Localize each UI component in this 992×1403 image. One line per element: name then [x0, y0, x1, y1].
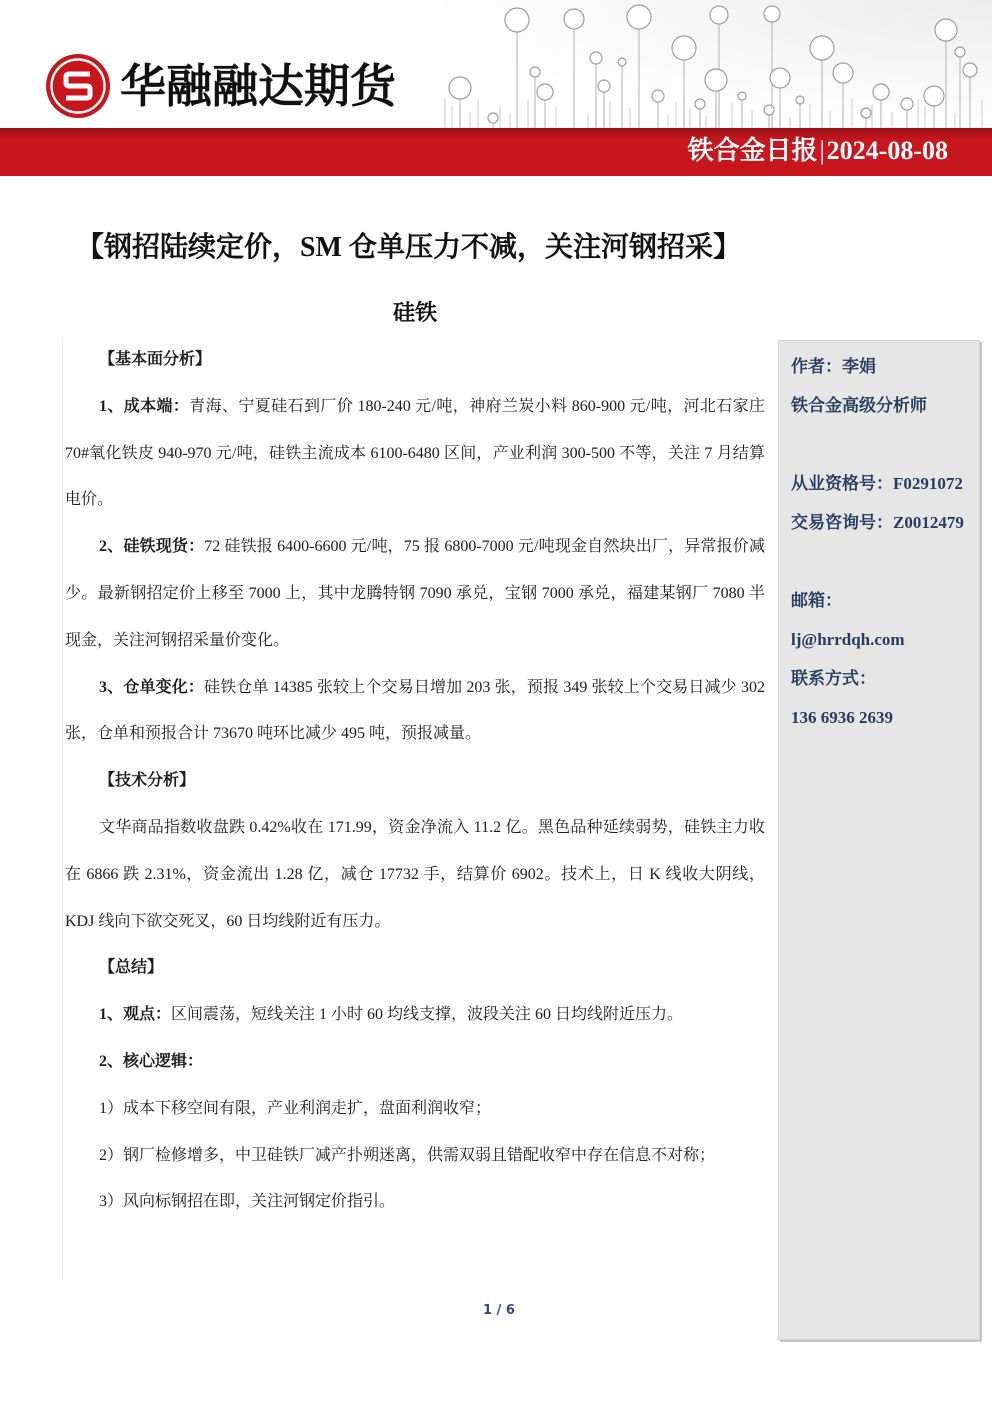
report-title: 【钢招陆续定价，SM 仓单压力不减，关注河钢招采】	[75, 232, 741, 263]
section-heading: 【总结】	[99, 959, 164, 977]
report-header	[0, 0, 992, 128]
decoration-circle	[598, 80, 610, 92]
decoration-circle	[710, 6, 728, 24]
email-label: 邮箱：	[791, 591, 842, 610]
paragraph-text: 青海、宁夏硅石到厂价 180-240 元/吨，神府兰炭小料 860-900 元/吨，河北石家庄 70#氧化铁皮 940-970 元/吨，硅铁主流成本 6100-6480 区间，产业利润 300-500 不等，关注 7 月结算电价。	[65, 397, 765, 509]
author-title: 铁合金高级分析师	[791, 396, 927, 415]
decoration-circle	[764, 6, 780, 22]
decoration-circle	[810, 36, 834, 60]
phone-number: 136 6936 2639	[791, 708, 893, 727]
report-banner	[0, 128, 992, 176]
summary-section	[65, 945, 765, 1226]
author-row	[791, 347, 979, 386]
viewpoint-paragraph	[65, 992, 765, 1039]
decoration-circle	[764, 105, 774, 115]
decoration-circle	[796, 96, 804, 104]
paragraph-lead: 1、成本端：	[99, 397, 190, 415]
qualification-number: F0291072	[893, 474, 963, 493]
decoration-circle	[505, 8, 529, 32]
paragraph-text: 1）成本下移空间有限，产业利润走扩，盘面利润收窄；	[99, 1099, 492, 1117]
report-type: 铁合金日报	[687, 136, 818, 165]
consulting-number: Z0012479	[893, 513, 964, 532]
fundamental-analysis-section	[65, 337, 765, 758]
paragraph-text: 文华商品指数收盘跌 0.42%收在 171.99，资金净流入 11.2 亿。黑色品种延续弱势，硅铁主力收在 6866 跌 2.31%，资金流出 1.28 亿，减仓 17732 手，结算价 6902。技术上，日 K 线收大阴线，KDJ 线向下欲交死叉，60 日均线附近有压力。	[65, 818, 765, 930]
qualification-row	[791, 464, 979, 503]
report-subtitle: 硅铁	[392, 300, 437, 325]
decoration-circle	[873, 84, 889, 100]
qualification-label: 从业资格号：	[791, 474, 893, 493]
decoration-circle	[652, 90, 664, 102]
decoration-circle	[770, 68, 790, 88]
author-label: 作者：	[791, 357, 842, 376]
decoration-circle	[537, 84, 553, 100]
decoration-circle	[963, 63, 977, 77]
decoration-circle	[935, 19, 957, 41]
warehouse-receipt-paragraph	[65, 665, 765, 759]
content-left-rule	[62, 338, 63, 1280]
decoration-circle	[955, 47, 965, 57]
paragraph-text: 硅铁仓单 14385 张较上个交易日增加 203 张，预报 349 张较上个交易日减少 302 张，仓单和预报合计 73670 吨环比减少 495 吨，预报减量。	[65, 678, 765, 743]
decoration-circle	[618, 58, 626, 66]
decoration-circle	[924, 86, 944, 106]
paragraph-text: 2）钢厂检修增多，中卫硅铁厂减产扑朔迷离，供需双弱且错配收窄中存在信息不对称；	[99, 1146, 716, 1164]
report-body	[65, 337, 765, 1226]
technical-paragraph	[65, 805, 765, 945]
report-label	[687, 135, 948, 167]
company-name: 华融融达期货	[120, 59, 396, 113]
decoration-circle	[738, 92, 746, 100]
company-logo-icon	[45, 53, 111, 119]
core-logic-item	[65, 1179, 765, 1226]
decoration-circle	[672, 36, 696, 60]
spot-price-paragraph	[65, 524, 765, 664]
decoration-circle	[833, 63, 853, 83]
decoration-circle	[705, 69, 727, 91]
paragraph-lead: 1、观点：	[99, 1006, 172, 1024]
paragraph-text: 72 硅铁报 6400-6600 元/吨，75 报 6800-7000 元/吨现金自然块出厂，异常报价减少。最新钢招定价上移至 7000 上，其中龙腾特钢 7090 承兑，宝钢 7000 承兑，福建某钢厂 7080 半现金，关注河钢招采量价变化。	[65, 538, 765, 649]
technical-analysis-section	[65, 758, 765, 945]
decoration-circle	[530, 67, 540, 77]
decoration-circle	[861, 108, 871, 118]
decoration-circle	[627, 5, 651, 29]
paragraph-text: 3）风向标钢招在即，关注河钢定价指引。	[99, 1193, 396, 1211]
header-decoration-pattern	[430, 0, 992, 130]
paragraph-lead: 3、仓单变化：	[99, 678, 205, 696]
paragraph-lead: 2、核心逻辑：	[99, 1052, 204, 1070]
page-indicator: 1 / 6	[483, 1303, 515, 1318]
phone-label: 联系方式：	[791, 669, 876, 688]
decoration-circle	[901, 98, 913, 110]
author-name: 李娟	[842, 357, 876, 376]
analyst-sidebar	[778, 340, 980, 1340]
decoration-circle	[488, 113, 498, 123]
decoration-circle	[695, 99, 705, 109]
decoration-circle	[590, 52, 602, 64]
decoration-circle	[564, 9, 584, 29]
section-heading: 【基本面分析】	[99, 351, 212, 368]
cost-side-paragraph	[65, 384, 765, 524]
email-address: lj@hrrdqh.com	[791, 630, 905, 649]
paragraph-lead: 2、硅铁现货：	[99, 538, 205, 556]
report-date: 2024-08-08	[826, 136, 948, 165]
section-heading: 【技术分析】	[99, 772, 196, 790]
consulting-label: 交易咨询号：	[791, 513, 893, 532]
paragraph-text: 区间震荡，短线关注 1 小时 60 均线支撑，波段关注 60 日均线附近压力。	[171, 1006, 684, 1024]
decoration-circle	[449, 77, 471, 99]
core-logic-item	[65, 1086, 765, 1133]
report-separator: |	[819, 136, 825, 165]
consulting-row	[791, 503, 979, 542]
core-logic-heading	[65, 1039, 765, 1086]
core-logic-item	[65, 1133, 765, 1180]
